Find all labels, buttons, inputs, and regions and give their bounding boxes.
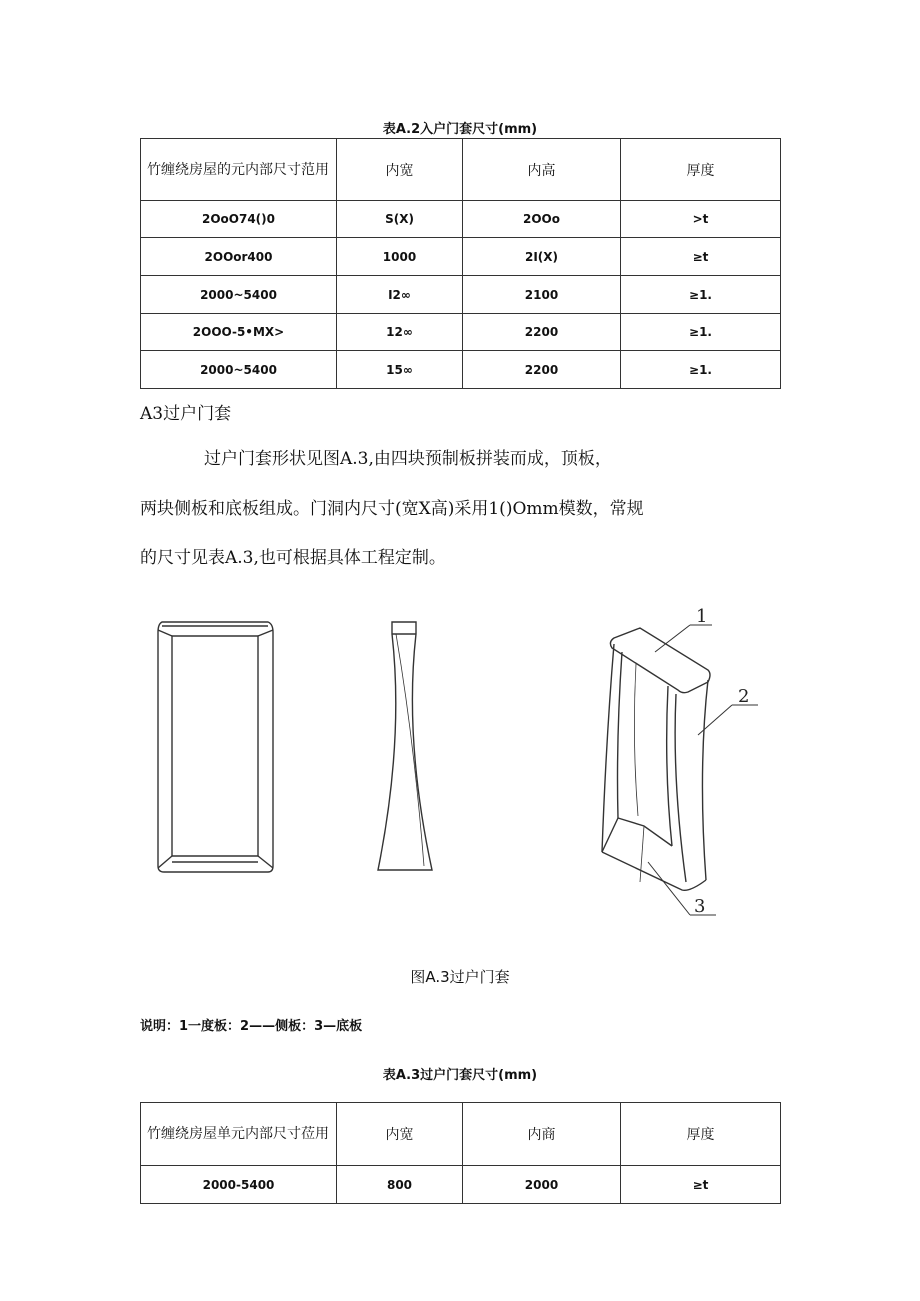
table-cell: >t	[621, 201, 781, 238]
table-cell: I2∞	[337, 276, 463, 314]
isometric-view-drawing	[602, 628, 710, 890]
table-a3	[140, 1102, 781, 1204]
figure-label-2: 2	[738, 686, 750, 707]
paragraph-line: 两块侧板和底板组成。门洞内尺寸(宽X高)采用1()Omm模数，常规	[140, 499, 644, 519]
header-cell-range: 竹缠绕房屋的元内部尺寸范用	[141, 139, 337, 201]
table-header-row	[141, 1103, 781, 1166]
table-cell: 2200	[463, 351, 621, 389]
figure-a3	[0, 590, 920, 940]
header-cell-thickness: 厚度	[621, 1103, 781, 1166]
table-cell: 1000	[337, 238, 463, 276]
figure-label-1: 1	[696, 606, 708, 627]
section-heading: A3过户门套	[140, 404, 232, 424]
table-cell: 2I(X)	[463, 238, 621, 276]
table-cell: 2000~5400	[141, 351, 337, 389]
header-cell-height: 内高	[463, 139, 621, 201]
figure-label-3: 3	[694, 896, 706, 917]
table-cell: ≥1.	[621, 276, 781, 314]
table-cell: ≥t	[621, 1166, 781, 1204]
header-cell-range: 竹缠绕房屋单元内部尺寸莅用	[141, 1103, 337, 1166]
table-row	[141, 1166, 781, 1204]
table-header-row	[141, 139, 781, 201]
paragraph-line: 过户门套形状见图A.3,由四块预制板拼装而成，顶板，	[204, 449, 612, 469]
table-a2	[140, 138, 781, 389]
front-view-drawing	[158, 622, 273, 872]
figure-note: 说明：1一度板：2——侧板：3—底板	[140, 1019, 363, 1034]
table-cell: 2000	[463, 1166, 621, 1204]
header-cell-width: 内宽	[337, 1103, 463, 1166]
side-view-drawing	[378, 622, 432, 870]
table-row	[141, 201, 781, 238]
table-a3-caption: 表A.3过户门套尺寸(mm)	[382, 1068, 538, 1083]
table-a2-caption: 表A.2入户门套尺寸(mm)	[382, 122, 538, 137]
table-cell: 800	[337, 1166, 463, 1204]
table-row	[141, 238, 781, 276]
figure-caption: 图A.3过户门套	[410, 968, 510, 986]
header-cell-width: 内宽	[337, 139, 463, 201]
table-cell: 2100	[463, 276, 621, 314]
table-cell: 2OOO-5•MX>	[141, 314, 337, 351]
table-cell: ≥t	[621, 238, 781, 276]
table-cell: 2OOo	[463, 201, 621, 238]
table-row	[141, 276, 781, 314]
table-cell: 2OOor400	[141, 238, 337, 276]
header-cell-thickness: 厚度	[621, 139, 781, 201]
table-cell: 2000~5400	[141, 276, 337, 314]
table-cell: 15∞	[337, 351, 463, 389]
table-row	[141, 314, 781, 351]
table-cell: 2OoO74()0	[141, 201, 337, 238]
table-cell: 2000-5400	[141, 1166, 337, 1204]
table-cell: ≥1.	[621, 351, 781, 389]
table-cell: 2200	[463, 314, 621, 351]
paragraph-line: 的尺寸见表A.3,也可根据具体工程定制。	[140, 548, 446, 568]
table-cell: 12∞	[337, 314, 463, 351]
table-cell: ≥1.	[621, 314, 781, 351]
header-cell-height: 内商	[463, 1103, 621, 1166]
table-cell: S(X)	[337, 201, 463, 238]
table-row	[141, 351, 781, 389]
